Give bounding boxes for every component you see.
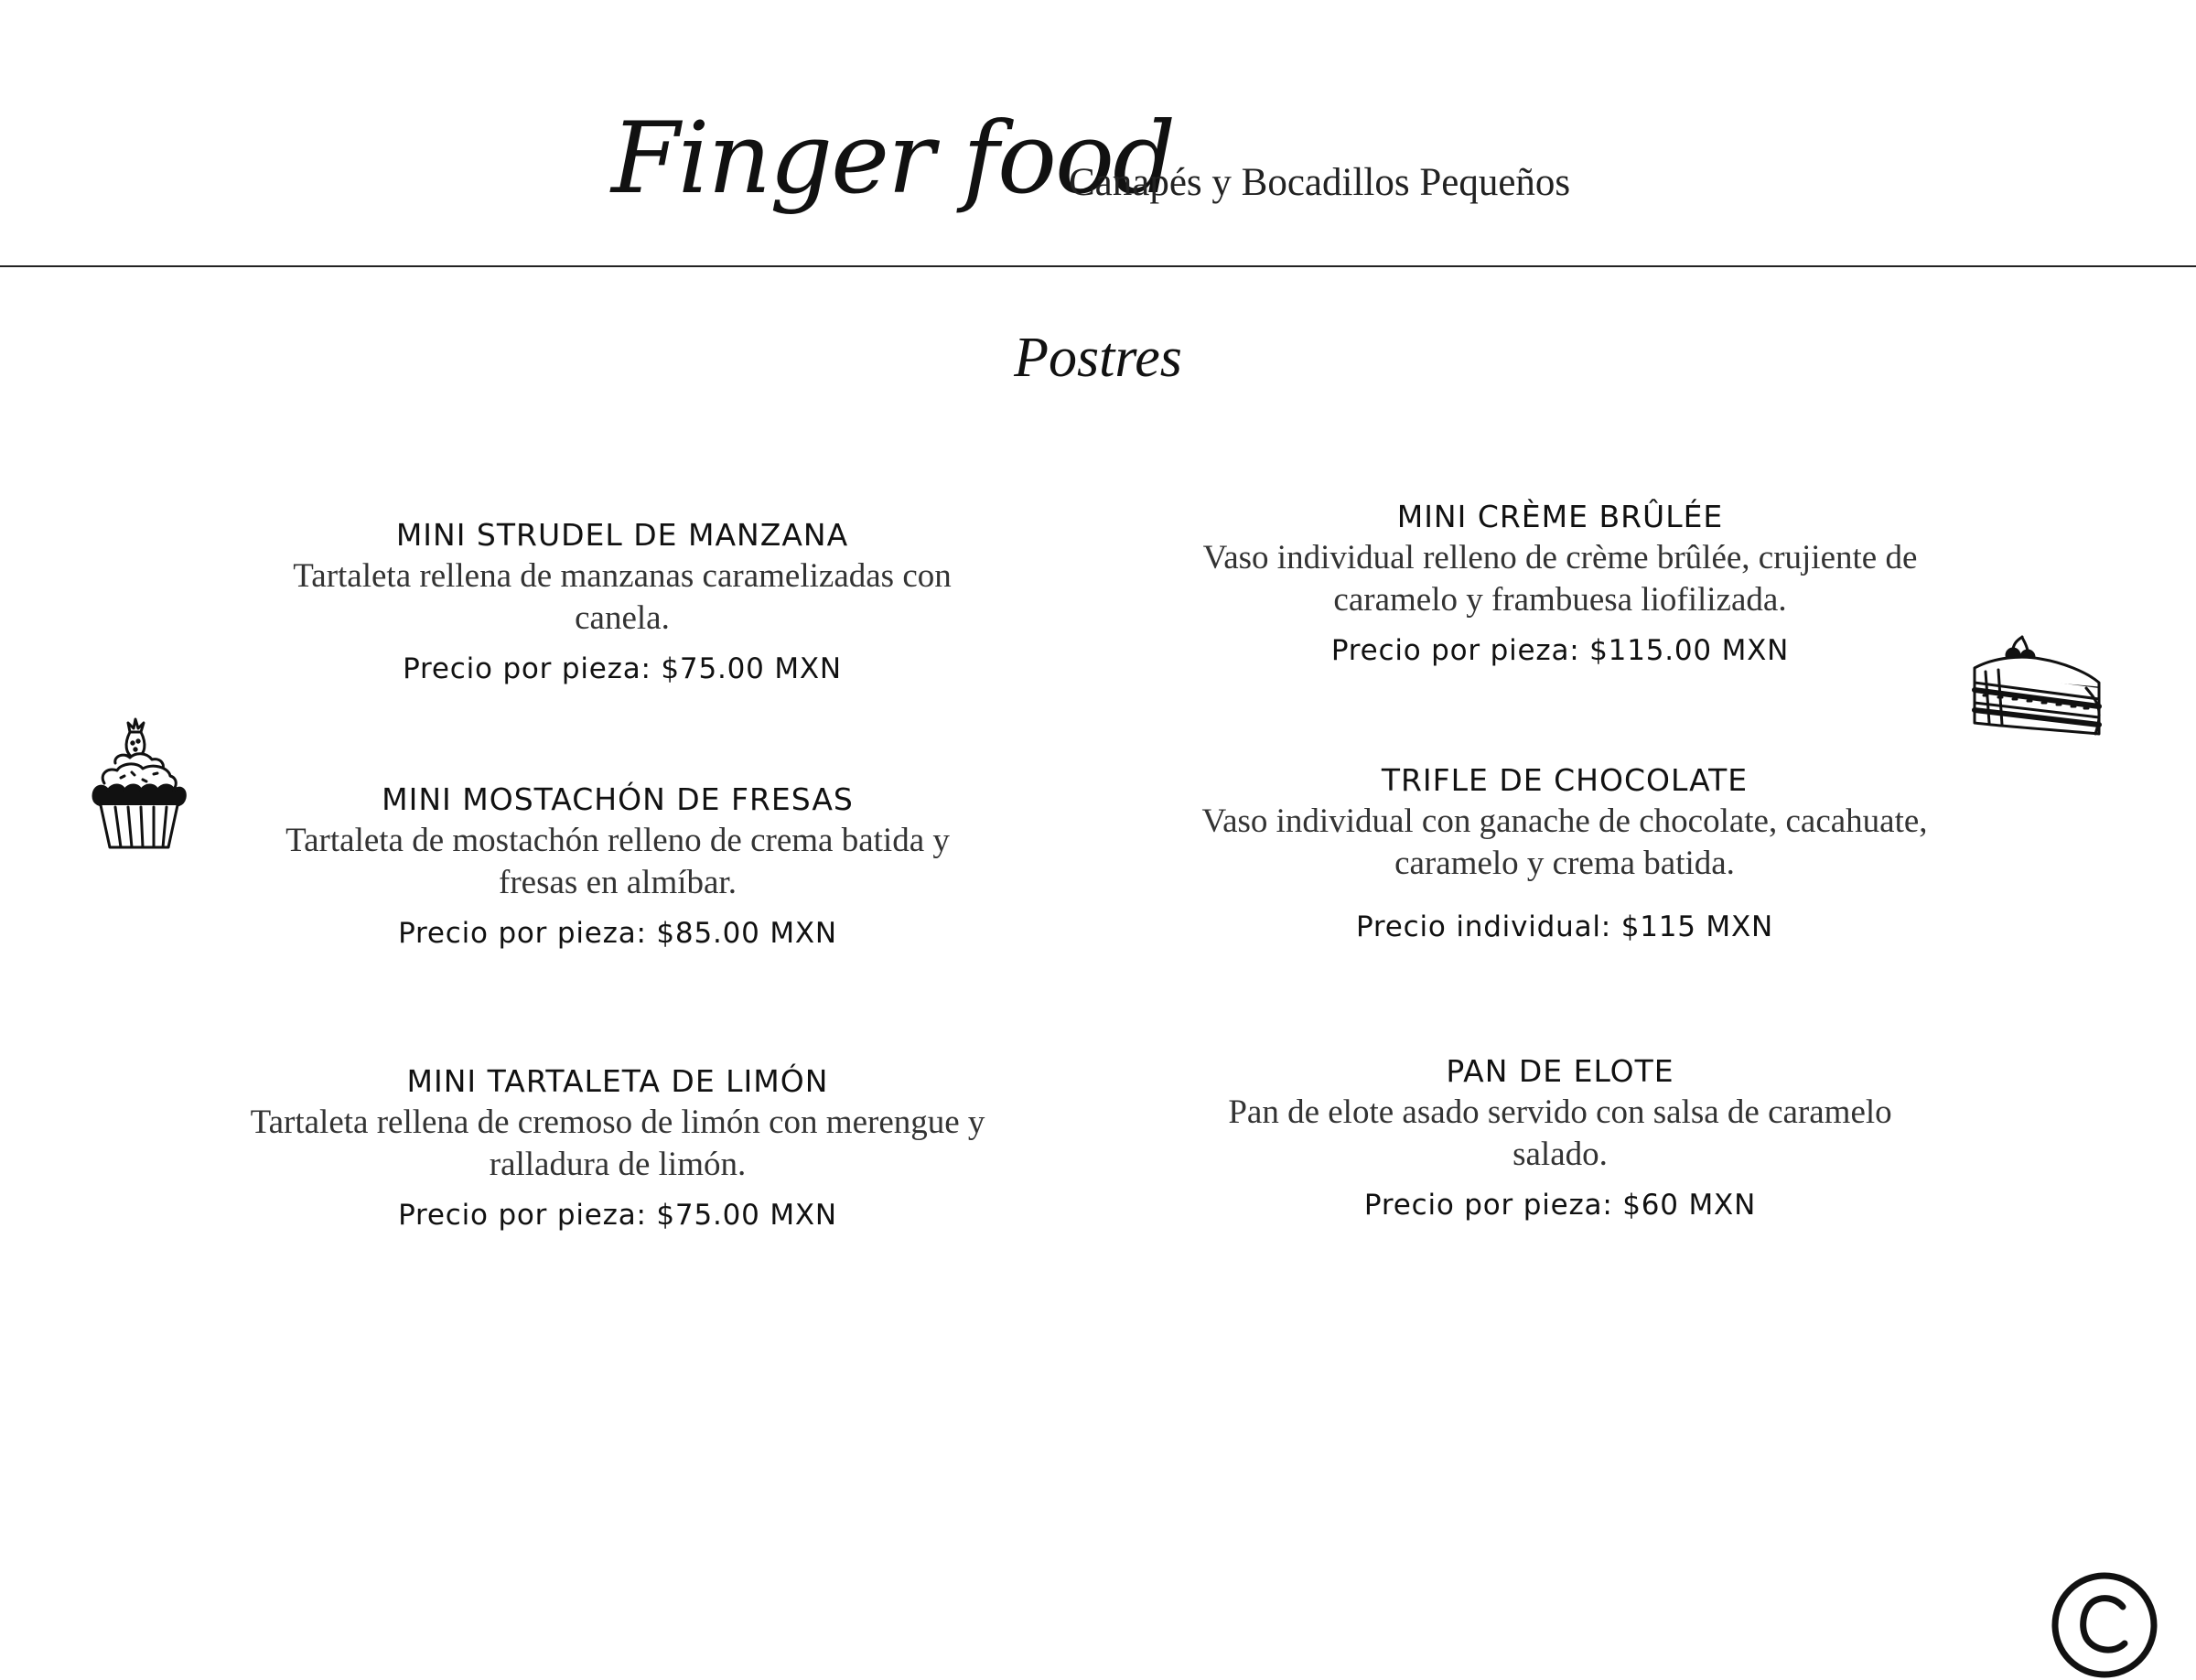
cupcake-icon — [88, 706, 190, 853]
item-name: TRIFLE DE CHOCOLATE — [1381, 762, 1749, 798]
cake-slice-icon — [1967, 635, 2104, 738]
item-description: Vaso individual relleno de crème brûlée, crujiente de caramelo y frambuesa liofilizada. — [1202, 539, 1918, 619]
item-description: Tartaleta de mostachón relleno de crema batida y fresas en almíbar. — [285, 822, 950, 901]
item-description: Tartaleta rellena de manzanas caramelizadas con canela. — [293, 557, 952, 637]
menu-subtitle: Canapés y Bocadillos Pequeños — [1069, 161, 1571, 204]
section-title: Postres — [1014, 327, 1182, 389]
item-name: MINI MOSTACHÓN DE FRESAS — [382, 781, 854, 817]
item-name: MINI CRÈME BRÛLÉE — [1396, 499, 1724, 534]
item-price: Precio por pieza: $85.00 MXN — [398, 917, 837, 950]
item-name: MINI TARTALETA DE LIMÓN — [406, 1063, 829, 1099]
copyright-logo-icon — [2050, 1570, 2159, 1680]
menu-item — [265, 780, 970, 952]
item-price: Precio individual: $115 MXN — [1355, 910, 1774, 943]
item-price: Precio por pieza: $75.00 MXN — [398, 1199, 837, 1232]
menu-item — [1167, 497, 1954, 669]
item-name: PAN DE ELOTE — [1446, 1053, 1674, 1089]
item-price: Precio por pieza: $115.00 MXN — [1330, 634, 1790, 667]
header-divider — [0, 265, 2196, 267]
item-name: MINI STRUDEL DE MANZANA — [395, 517, 849, 553]
item-description: Pan de elote asado servido con salsa de caramelo salado. — [1228, 1093, 1892, 1173]
item-description: Vaso individual con ganache de chocolate, cacahuate, caramelo y crema batida. — [1201, 802, 1928, 882]
menu-item — [1208, 1051, 1912, 1223]
menu-item — [229, 1061, 1006, 1233]
item-price: Precio por pieza: $60 MXN — [1363, 1189, 1757, 1222]
menu-item — [1171, 760, 1958, 945]
item-price: Precio por pieza: $75.00 MXN — [403, 652, 842, 685]
menu-item — [274, 515, 970, 687]
menu-title: Finger food — [611, 102, 1175, 216]
item-description: Tartaleta rellena de cremoso de limón con merengue y ralladura de limón. — [250, 1104, 985, 1183]
